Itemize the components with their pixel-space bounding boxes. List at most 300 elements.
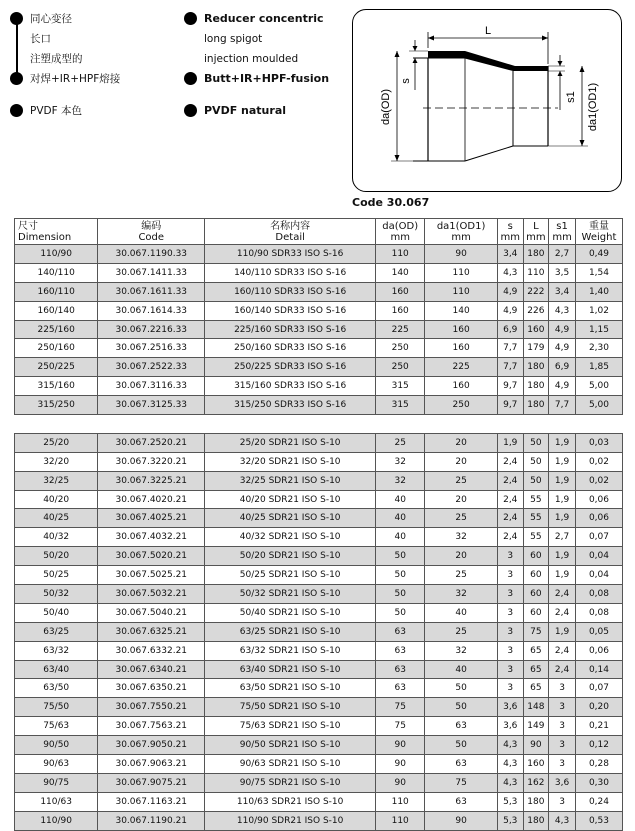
cell-weight: 1,85 [575,358,622,377]
cell-weight: 0,20 [575,698,622,717]
bullet-dot-icon [184,104,197,117]
cell-l: 179 [523,339,549,358]
cell-dimension: 90/50 [15,736,98,755]
table-row [15,679,623,698]
cell-s1: 4,3 [549,301,576,320]
cell-s1: 1,9 [549,547,576,566]
cell-detail: 250/225 SDR33 ISO S-16 [205,358,376,377]
table-row [15,698,623,717]
cell-l: 60 [523,566,549,585]
cell-l: 50 [523,433,549,452]
cell-code: 30.067.4025.21 [98,509,205,528]
cell-code: 30.067.2516.33 [98,339,205,358]
bullet-dot-icon [184,12,197,25]
cell-weight: 2,30 [575,339,622,358]
table-row [15,282,623,301]
cell-s1: 1,9 [549,433,576,452]
cell-da1: 140 [425,301,498,320]
cell-l: 160 [523,320,549,339]
cell-dimension: 50/32 [15,585,98,604]
bullet-dot-icon [184,72,197,85]
cell-da1: 50 [425,736,498,755]
cell-code: 30.067.3225.21 [98,471,205,490]
cell-detail: 50/25 SDR21 ISO S-10 [205,566,376,585]
feature-en-5: PVDF natural [184,101,354,121]
cell-s1: 7,7 [549,396,576,415]
cell-da1: 40 [425,603,498,622]
cell-l: 90 [523,736,549,755]
cell-detail: 63/50 SDR21 ISO S-10 [205,679,376,698]
feature-cn-3: 注塑成型的 [30,53,83,65]
cell-da: 110 [376,811,425,830]
cell-dimension: 110/90 [15,245,98,264]
cell-code: 30.067.6340.21 [98,660,205,679]
cell-detail: 250/160 SDR33 ISO S-16 [205,339,376,358]
cell-code: 30.067.6350.21 [98,679,205,698]
table-row [15,773,623,792]
cell-weight: 0,08 [575,603,622,622]
cell-s1: 4,9 [549,377,576,396]
cell-weight: 0,04 [575,547,622,566]
cell-code: 30.067.3116.33 [98,377,205,396]
cell-l: 110 [523,263,549,282]
cell-s1: 4,3 [549,811,576,830]
cell-detail: 63/32 SDR21 ISO S-10 [205,641,376,660]
feature-en-4: Butt+IR+HPF-fusion [184,69,354,89]
table-row [15,358,623,377]
table-header-row [15,219,623,245]
col-header-code: 编码 Code [98,219,205,245]
spec-table [14,218,623,831]
cell-s: 3 [497,603,523,622]
table-row [15,509,623,528]
cell-s1: 4,9 [549,320,576,339]
cell-dimension: 250/225 [15,358,98,377]
cell-s1: 3 [549,755,576,774]
cell-l: 180 [523,396,549,415]
cell-da1: 160 [425,320,498,339]
cell-da1: 110 [425,263,498,282]
cell-weight: 0,07 [575,679,622,698]
cell-s: 4,9 [497,282,523,301]
feature-list-en [184,9,354,121]
cell-s: 4,3 [497,736,523,755]
cell-l: 149 [523,717,549,736]
cell-da: 225 [376,320,425,339]
dim-label-s: s [400,78,412,84]
cell-weight: 0,14 [575,660,622,679]
cell-da: 110 [376,245,425,264]
cell-s1: 2,4 [549,660,576,679]
cell-detail: 63/40 SDR21 ISO S-10 [205,660,376,679]
cell-detail: 90/50 SDR21 ISO S-10 [205,736,376,755]
cell-code: 30.067.9050.21 [98,736,205,755]
cell-code: 30.067.7550.21 [98,698,205,717]
cell-s1: 2,7 [549,245,576,264]
cell-da: 63 [376,641,425,660]
table-row [15,603,623,622]
cell-detail: 32/20 SDR21 ISO S-10 [205,452,376,471]
table-group-sdr33 [15,245,623,415]
cell-da1: 32 [425,528,498,547]
cell-da: 50 [376,603,425,622]
table-row [15,660,623,679]
cell-da: 63 [376,679,425,698]
cell-detail: 90/63 SDR21 ISO S-10 [205,755,376,774]
cell-s: 3 [497,585,523,604]
cell-code: 30.067.5020.21 [98,547,205,566]
cell-s1: 3,5 [549,263,576,282]
cell-detail: 50/40 SDR21 ISO S-10 [205,603,376,622]
col-header-weight: 重量 Weight [575,219,622,245]
bullet-dot-icon [10,72,23,85]
cell-da1: 20 [425,490,498,509]
table-row [15,736,623,755]
cell-da1: 160 [425,339,498,358]
cell-weight: 0,02 [575,452,622,471]
cell-code: 30.067.4020.21 [98,490,205,509]
cell-s1: 1,9 [549,490,576,509]
cell-dimension: 40/32 [15,528,98,547]
cell-l: 222 [523,282,549,301]
cell-weight: 5,00 [575,396,622,415]
cell-dimension: 315/160 [15,377,98,396]
feature-list-cn [10,9,180,121]
cell-code: 30.067.5025.21 [98,566,205,585]
cell-l: 65 [523,679,549,698]
cell-dimension: 75/63 [15,717,98,736]
cell-detail: 40/25 SDR21 ISO S-10 [205,509,376,528]
cell-l: 180 [523,377,549,396]
cell-detail: 25/20 SDR21 ISO S-10 [205,433,376,452]
col-header-l: L mm [523,219,549,245]
cell-detail: 75/63 SDR21 ISO S-10 [205,717,376,736]
cell-da: 110 [376,792,425,811]
bullet-dot-icon [10,104,23,117]
table-row [15,490,623,509]
table-row [15,622,623,641]
cell-s: 1,9 [497,433,523,452]
cell-detail: 63/25 SDR21 ISO S-10 [205,622,376,641]
cell-detail: 32/25 SDR21 ISO S-10 [205,471,376,490]
cell-da1: 63 [425,792,498,811]
cell-s: 3 [497,547,523,566]
cell-weight: 0,07 [575,528,622,547]
cell-s: 3 [497,641,523,660]
cell-detail: 160/110 SDR33 ISO S-16 [205,282,376,301]
cell-weight: 0,21 [575,717,622,736]
cell-code: 30.067.1190.33 [98,245,205,264]
table-spacer [15,415,623,434]
cell-weight: 5,00 [575,377,622,396]
table-row [15,301,623,320]
cell-da1: 20 [425,433,498,452]
cell-l: 226 [523,301,549,320]
cell-s: 3,4 [497,245,523,264]
cell-l: 148 [523,698,549,717]
cell-da: 160 [376,282,425,301]
cell-s: 3,6 [497,717,523,736]
cell-s: 3 [497,566,523,585]
cell-dimension: 90/63 [15,755,98,774]
cell-weight: 1,02 [575,301,622,320]
table-row [15,471,623,490]
cell-weight: 0,08 [575,585,622,604]
cell-l: 75 [523,622,549,641]
cell-da: 75 [376,717,425,736]
cell-s: 4,3 [497,773,523,792]
cell-s: 2,4 [497,509,523,528]
feature-cn-2: 长口 [30,33,51,45]
cell-detail: 110/90 SDR33 ISO S-16 [205,245,376,264]
table-row [15,263,623,282]
cell-s: 5,3 [497,811,523,830]
cell-da: 90 [376,755,425,774]
table-row [15,245,623,264]
cell-weight: 0,53 [575,811,622,830]
table-row [15,811,623,830]
table-row [15,717,623,736]
cell-l: 55 [523,490,549,509]
cell-da: 50 [376,566,425,585]
cell-s: 5,3 [497,792,523,811]
dim-label-s1: s1 [565,91,577,103]
cell-s: 3,6 [497,698,523,717]
cell-code: 30.067.5040.21 [98,603,205,622]
cell-dimension: 40/25 [15,509,98,528]
cell-s1: 2,7 [549,528,576,547]
cell-detail: 160/140 SDR33 ISO S-16 [205,301,376,320]
cell-s: 3 [497,679,523,698]
cell-dimension: 63/50 [15,679,98,698]
cell-s: 6,9 [497,320,523,339]
cell-da1: 25 [425,622,498,641]
cell-code: 30.067.1411.33 [98,263,205,282]
cell-da1: 50 [425,679,498,698]
cell-s1: 2,4 [549,585,576,604]
cell-code: 30.067.1614.33 [98,301,205,320]
feature-en-3: injection moulded [204,53,299,65]
cell-da: 32 [376,471,425,490]
cell-dimension: 40/20 [15,490,98,509]
cell-l: 180 [523,792,549,811]
cell-da: 140 [376,263,425,282]
cell-da1: 90 [425,245,498,264]
cell-l: 50 [523,471,549,490]
cell-da1: 75 [425,773,498,792]
cell-code: 30.067.2216.33 [98,320,205,339]
cell-s: 9,7 [497,396,523,415]
dim-label-da: da(OD) [380,88,392,126]
cell-l: 60 [523,547,549,566]
cell-s1: 3 [549,792,576,811]
cell-s1: 1,9 [549,622,576,641]
cell-s1: 1,9 [549,566,576,585]
cell-s1: 6,9 [549,358,576,377]
table-row [15,566,623,585]
cell-detail: 110/63 SDR21 ISO S-10 [205,792,376,811]
table-group-sdr21 [15,433,623,830]
cell-da: 50 [376,585,425,604]
cell-code: 30.067.9063.21 [98,755,205,774]
cell-s: 4,9 [497,301,523,320]
cell-da1: 20 [425,452,498,471]
cell-s: 9,7 [497,377,523,396]
table-row [15,377,623,396]
cell-dimension: 225/160 [15,320,98,339]
dim-label-da1: da1(OD1) [587,82,599,132]
cell-da: 40 [376,490,425,509]
cell-code: 30.067.5032.21 [98,585,205,604]
cell-s: 2,4 [497,528,523,547]
cell-detail: 315/250 SDR33 ISO S-16 [205,396,376,415]
table-row [15,396,623,415]
cell-code: 30.067.6332.21 [98,641,205,660]
cell-da1: 160 [425,377,498,396]
cell-dimension: 110/63 [15,792,98,811]
cell-da1: 25 [425,566,498,585]
cell-dimension: 160/140 [15,301,98,320]
cell-dimension: 32/25 [15,471,98,490]
cell-l: 55 [523,528,549,547]
cell-weight: 0,06 [575,641,622,660]
table-row [15,547,623,566]
table-row [15,641,623,660]
cell-dimension: 50/40 [15,603,98,622]
cell-s1: 3 [549,736,576,755]
bullet-dot-icon [10,12,23,25]
cell-s1: 3,6 [549,773,576,792]
cell-da1: 32 [425,641,498,660]
cell-detail: 50/20 SDR21 ISO S-10 [205,547,376,566]
cell-dimension: 250/160 [15,339,98,358]
cell-da: 315 [376,377,425,396]
cell-code: 30.067.7563.21 [98,717,205,736]
cell-da: 315 [376,396,425,415]
cell-weight: 0,49 [575,245,622,264]
cell-dimension: 25/20 [15,433,98,452]
cell-dimension: 63/25 [15,622,98,641]
cell-code: 30.067.2522.33 [98,358,205,377]
cell-s1: 3 [549,698,576,717]
cell-da1: 50 [425,698,498,717]
cell-s: 2,4 [497,490,523,509]
cell-s1: 3 [549,679,576,698]
cell-dimension: 32/20 [15,452,98,471]
cell-dimension: 90/75 [15,773,98,792]
cell-l: 65 [523,660,549,679]
cell-l: 60 [523,585,549,604]
cell-da: 90 [376,773,425,792]
cell-dimension: 160/110 [15,282,98,301]
cell-l: 180 [523,811,549,830]
feature-en-1: Reducer concentric [184,9,354,29]
cell-s: 3 [497,660,523,679]
cell-l: 160 [523,755,549,774]
cell-weight: 0,04 [575,566,622,585]
cell-detail: 315/160 SDR33 ISO S-16 [205,377,376,396]
table-row [15,755,623,774]
cell-da1: 250 [425,396,498,415]
cell-weight: 1,40 [575,282,622,301]
cell-s1: 2,4 [549,603,576,622]
cell-dimension: 315/250 [15,396,98,415]
table-row [15,792,623,811]
cell-weight: 1,15 [575,320,622,339]
dim-label-L: L [484,25,492,37]
cell-weight: 0,03 [575,433,622,452]
table-row [15,585,623,604]
cell-da: 90 [376,736,425,755]
cell-detail: 90/75 SDR21 ISO S-10 [205,773,376,792]
cell-da: 250 [376,339,425,358]
cell-da1: 63 [425,755,498,774]
cell-da: 160 [376,301,425,320]
table-row [15,433,623,452]
table-row [15,320,623,339]
cell-da1: 40 [425,660,498,679]
cell-da: 63 [376,622,425,641]
cell-s: 4,3 [497,755,523,774]
cell-da1: 110 [425,282,498,301]
cell-dimension: 63/32 [15,641,98,660]
cell-da1: 25 [425,471,498,490]
cell-weight: 0,02 [575,471,622,490]
table-row [15,528,623,547]
cell-s: 4,3 [497,263,523,282]
cell-da: 40 [376,509,425,528]
cell-s1: 1,9 [549,509,576,528]
cell-code: 30.067.3220.21 [98,452,205,471]
cell-weight: 0,05 [575,622,622,641]
cell-s: 2,4 [497,452,523,471]
col-header-dimension: 尺寸 Dimension [15,219,98,245]
cell-dimension: 140/110 [15,263,98,282]
cell-code: 30.067.4032.21 [98,528,205,547]
cell-s1: 1,9 [549,452,576,471]
cell-da1: 63 [425,717,498,736]
cell-s: 7,7 [497,339,523,358]
cell-detail: 40/20 SDR21 ISO S-10 [205,490,376,509]
reducer-drawing-svg [353,10,621,191]
cell-weight: 0,06 [575,490,622,509]
feature-cn-1: 同心变径 [10,9,180,29]
feature-cn-4: 对焊+IR+HPF熔接 [10,69,180,89]
cell-s1: 2,4 [549,641,576,660]
col-header-detail: 名称内容 Detail [205,219,376,245]
cell-da1: 225 [425,358,498,377]
col-header-s1: s1 mm [549,219,576,245]
cell-l: 180 [523,245,549,264]
cell-weight: 0,12 [575,736,622,755]
cell-s1: 4,9 [549,339,576,358]
feature-cn-5: PVDF 本色 [10,101,180,121]
table-row [15,452,623,471]
cell-da: 50 [376,547,425,566]
cell-weight: 0,30 [575,773,622,792]
cell-l: 50 [523,452,549,471]
cell-s: 7,7 [497,358,523,377]
cell-code: 30.067.1190.21 [98,811,205,830]
cell-da: 32 [376,452,425,471]
cell-dimension: 50/20 [15,547,98,566]
cell-code: 30.067.2520.21 [98,433,205,452]
cell-l: 180 [523,358,549,377]
cell-detail: 225/160 SDR33 ISO S-16 [205,320,376,339]
cell-detail: 75/50 SDR21 ISO S-10 [205,698,376,717]
cell-da: 40 [376,528,425,547]
cell-da: 75 [376,698,425,717]
